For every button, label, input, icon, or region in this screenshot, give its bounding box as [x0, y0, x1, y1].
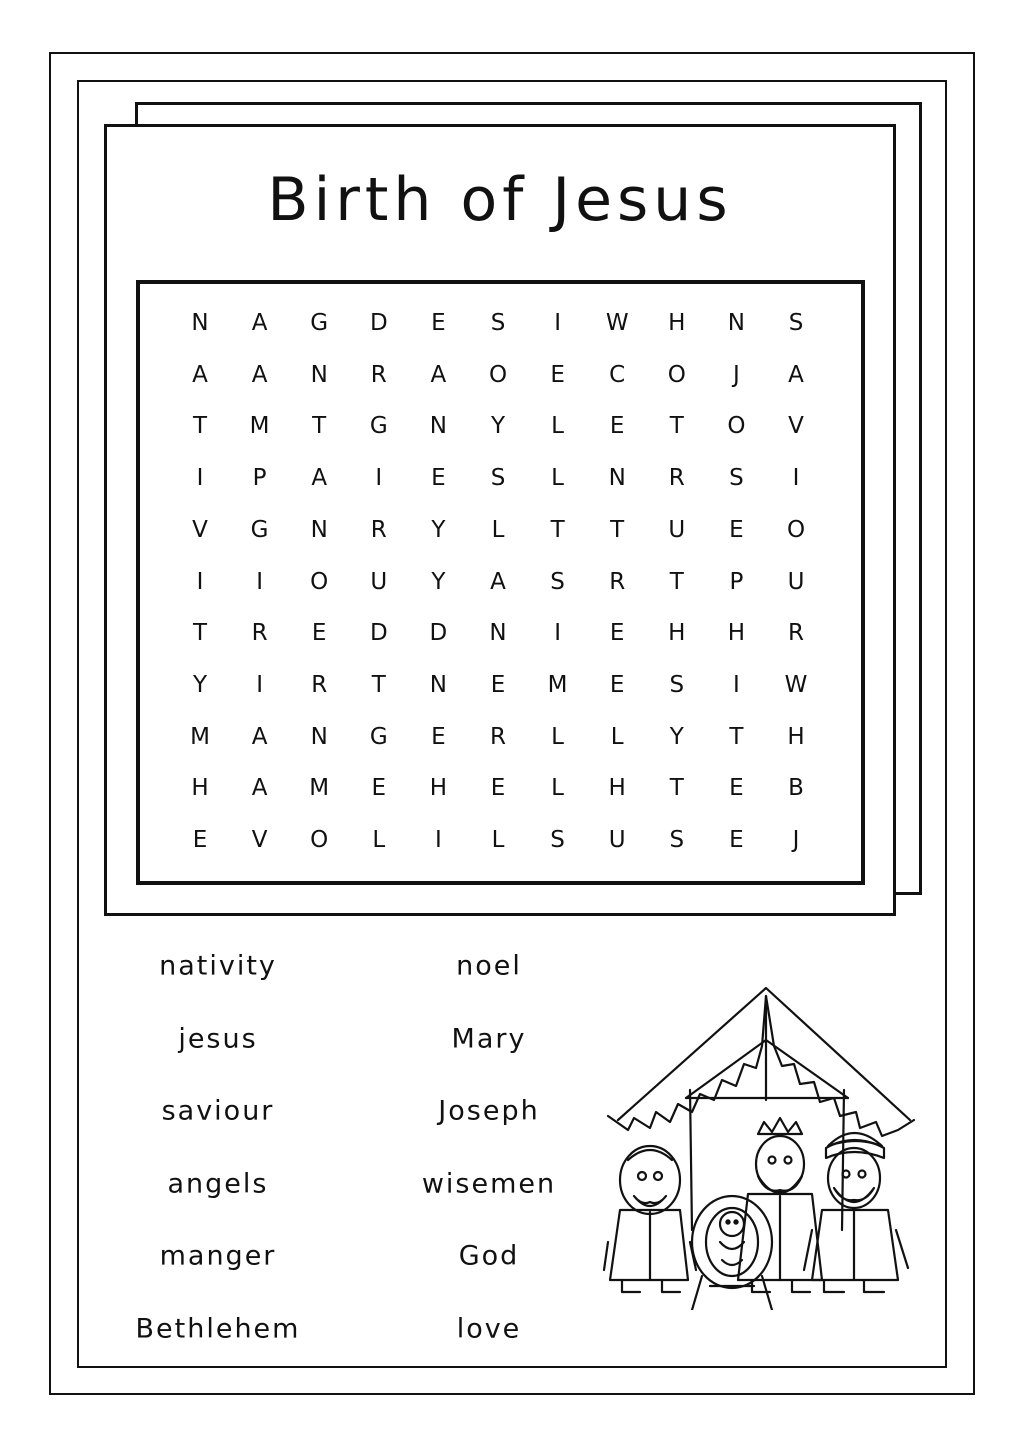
word-list-item: noel	[456, 950, 522, 982]
grid-letter: R	[788, 620, 804, 647]
grid-letter: H	[668, 620, 686, 647]
grid-letter: O	[786, 516, 806, 543]
grid-letter: Y	[431, 516, 446, 543]
grid-letter: V	[192, 516, 208, 543]
grid-letter: O	[667, 361, 686, 388]
grid-letter: U	[370, 568, 388, 595]
word-list-item: Joseph	[438, 1095, 540, 1127]
grid-letter: R	[490, 723, 506, 750]
grid-letter: E	[490, 671, 506, 698]
grid-letter: L	[551, 413, 564, 440]
grid-letter: Y	[490, 413, 506, 440]
grid-letter: W	[784, 671, 808, 698]
grid-letter: Y	[669, 723, 684, 750]
grid-letter: G	[250, 516, 269, 543]
grid-letter: J	[732, 361, 740, 388]
grid-letter: I	[554, 620, 561, 647]
grid-letter: T	[550, 516, 565, 543]
grid-letter: N	[727, 310, 745, 336]
grid-letter: T	[312, 413, 327, 440]
grid-letter: T	[192, 620, 208, 647]
grid-letter: E	[192, 827, 208, 853]
grid-letter: I	[792, 465, 800, 492]
word-list-item: God	[458, 1240, 520, 1272]
grid-letter: O	[310, 568, 329, 595]
grid-letter: M	[547, 671, 568, 698]
grid-letter: I	[732, 671, 740, 698]
grid-letter: N	[310, 361, 328, 388]
grid-letter: D	[369, 620, 388, 647]
grid-letter: H	[608, 775, 626, 802]
grid-letter: R	[668, 465, 685, 492]
grid-letter: L	[372, 827, 386, 853]
grid-letter: T	[669, 568, 684, 595]
grid-letter: S	[550, 568, 565, 595]
grid-letter: T	[610, 516, 625, 543]
grid-letter: V	[251, 827, 268, 853]
grid-letter: I	[375, 465, 383, 492]
grid-letter: D	[369, 310, 388, 336]
grid-letter: S	[729, 465, 744, 492]
grid-letter: H	[727, 620, 746, 647]
word-list-item: angels	[167, 1168, 269, 1200]
grid-letter: U	[668, 516, 686, 543]
grid-letter: N	[191, 310, 209, 336]
grid-letter: S	[490, 310, 506, 336]
grid-letter: Y	[431, 568, 446, 595]
grid-letter: H	[668, 310, 686, 336]
grid-letter: N	[429, 671, 447, 698]
grid-letter: A	[430, 361, 447, 388]
nativity-scene-icon	[598, 980, 922, 1310]
grid-letter: N	[608, 465, 626, 492]
word-list-item: manger	[159, 1240, 277, 1272]
grid-letter: R	[251, 620, 268, 647]
grid-letter: T	[729, 723, 744, 750]
grid-letter: E	[431, 723, 446, 750]
grid-letter: M	[249, 413, 270, 440]
grid-letter: E	[609, 671, 625, 698]
grid-letter: A	[311, 465, 328, 492]
grid-letter: A	[192, 361, 208, 388]
word-list-item: Mary	[451, 1023, 527, 1055]
grid-letter: E	[431, 465, 446, 492]
grid-letter: N	[310, 723, 328, 750]
grid-letter: U	[608, 827, 626, 853]
grid-letter: R	[609, 568, 626, 595]
shepherd-left	[604, 1146, 696, 1292]
grid-letter: H	[429, 775, 448, 802]
grid-letter: J	[792, 827, 800, 853]
grid-letter: S	[669, 671, 685, 698]
grid-letter: S	[490, 465, 506, 492]
grid-letter: E	[729, 775, 744, 802]
grid-letter: P	[252, 465, 267, 492]
grid-letter: E	[490, 775, 506, 802]
grid-letter: O	[488, 361, 508, 388]
word-list-item: nativity	[159, 950, 277, 982]
grid-letter: L	[551, 775, 564, 802]
grid-letter: N	[429, 413, 447, 440]
grid-letter: T	[669, 413, 684, 440]
grid-letter: R	[311, 671, 328, 698]
grid-letter: I	[256, 671, 263, 698]
grid-letter: G	[310, 310, 329, 336]
grid-letter: G	[369, 723, 388, 750]
grid-letter: O	[727, 413, 746, 440]
grid-letter: S	[788, 310, 804, 336]
grid-letter: Y	[192, 671, 208, 698]
grid-letter: R	[370, 516, 387, 543]
grid-letter: V	[788, 413, 804, 440]
grid-letter: A	[251, 361, 268, 388]
grid-letter: D	[429, 620, 448, 647]
grid-letter: W	[605, 310, 629, 336]
grid-letter: P	[729, 568, 744, 595]
grid-letter: S	[669, 827, 685, 853]
grid-letter: A	[251, 775, 268, 802]
grid-letter: U	[787, 568, 805, 595]
grid-letter: G	[369, 413, 388, 440]
grid-letter: B	[788, 775, 804, 802]
word-list-item: wisemen	[421, 1168, 557, 1200]
grid-letter: H	[787, 723, 805, 750]
grid-letter: E	[609, 620, 625, 647]
grid-letter: O	[310, 827, 329, 853]
grid-letter: N	[310, 516, 328, 543]
grid-letter: T	[371, 671, 386, 698]
grid-letter: L	[551, 723, 564, 750]
grid-letter: E	[729, 827, 744, 853]
grid-letter: E	[550, 361, 565, 388]
grid-letter: E	[609, 413, 625, 440]
word-list-item: saviour	[161, 1095, 275, 1127]
word-list-item: jesus	[178, 1023, 258, 1055]
grid-letter: H	[191, 775, 209, 802]
grid-letter: L	[551, 465, 564, 492]
word-list-item: Bethlehem	[135, 1313, 301, 1345]
grid-letter: E	[311, 620, 327, 647]
grid-letter: A	[490, 568, 506, 595]
grid-letter: I	[196, 568, 204, 595]
word-list-item: love	[456, 1313, 522, 1345]
grid-letter: I	[554, 310, 561, 336]
grid-letter: A	[251, 723, 268, 750]
grid-letter: L	[491, 827, 505, 853]
grid-letter: L	[610, 723, 624, 750]
grid-letter: N	[489, 620, 507, 647]
grid-letter: I	[256, 568, 263, 595]
grid-letter: A	[788, 361, 804, 388]
page-title: Birth of Jesus	[267, 165, 733, 235]
grid-letter: E	[729, 516, 744, 543]
grid-letter: R	[370, 361, 387, 388]
grid-letter: C	[609, 361, 626, 388]
grid-letter: E	[371, 775, 387, 802]
grid-letter: A	[251, 310, 268, 336]
grid-letter: T	[669, 775, 684, 802]
grid-letter: S	[550, 827, 565, 853]
grid-letter: M	[309, 775, 330, 802]
grid-letter: L	[491, 516, 505, 543]
grid-letter: M	[190, 723, 210, 750]
grid-letter: E	[431, 310, 446, 336]
grid-letter: I	[196, 465, 204, 492]
grid-letter: I	[434, 827, 442, 853]
grid-letter: T	[192, 413, 208, 440]
